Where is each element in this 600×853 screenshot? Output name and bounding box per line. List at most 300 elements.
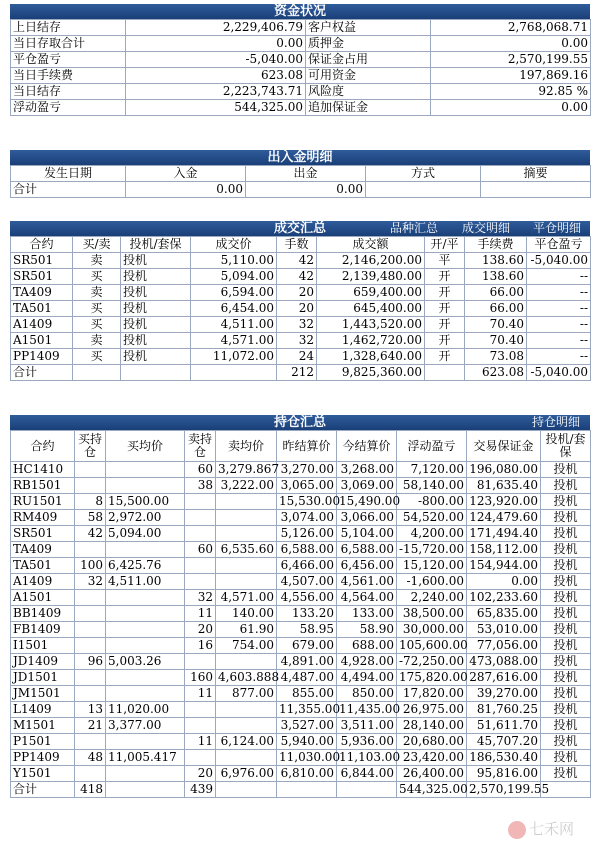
table-cell: 4,511.00: [191, 317, 277, 333]
table-cell: 投机: [541, 654, 591, 670]
table-row: [11, 317, 591, 333]
table-cell: 开: [425, 317, 465, 333]
table-cell: 合计: [11, 782, 75, 798]
table-row: [11, 606, 591, 622]
table-cell: [75, 766, 106, 782]
table-row: [11, 734, 591, 750]
table-cell: 3,511.00: [337, 718, 397, 734]
table-cell: 6,594.00: [191, 285, 277, 301]
column-header: 卖均价: [216, 431, 277, 462]
table-cell: 73.08: [465, 349, 527, 365]
table-cell: 1,443,520.00: [317, 317, 425, 333]
table-cell: 659,400.00: [317, 285, 425, 301]
fund-label: 当日手续费: [11, 68, 126, 84]
table-cell: 13: [75, 702, 106, 718]
table-row: [11, 253, 591, 269]
table-cell: 2,972.00: [106, 510, 185, 526]
table-cell: [106, 782, 185, 798]
table-cell: 5,094.00: [106, 526, 185, 542]
table-cell: 卖: [73, 253, 121, 269]
column-header: 浮动盈亏: [397, 431, 467, 462]
table-cell: [75, 606, 106, 622]
link-close-detail[interactable]: 平仓明细: [533, 221, 582, 235]
table-cell: 4,571.00: [191, 333, 277, 349]
table-row: [11, 702, 591, 718]
table-cell: 100: [75, 558, 106, 574]
table-cell: PP1409: [11, 750, 75, 766]
table-cell: [216, 718, 277, 734]
table-cell: 42: [277, 253, 317, 269]
fund-label: 当日存取合计: [11, 36, 126, 52]
table-cell: 7,120.00: [397, 462, 467, 478]
table-cell: 171,494.40: [467, 526, 541, 542]
table-row: [11, 574, 591, 590]
cashflow-table: [10, 165, 591, 198]
table-cell: [106, 542, 185, 558]
table-cell: 679.00: [277, 638, 337, 654]
table-cell: 186,530.40: [467, 750, 541, 766]
table-row: [11, 638, 591, 654]
table-cell: RU1501: [11, 494, 75, 510]
column-header: 买/卖: [73, 237, 121, 253]
column-header: 今结算价: [337, 431, 397, 462]
table-cell: 11: [185, 606, 216, 622]
table-cell: 645,400.00: [317, 301, 425, 317]
column-header: 入金: [126, 166, 246, 182]
table-cell: 开: [425, 333, 465, 349]
table-cell: 3,069.00: [337, 478, 397, 494]
table-cell: 平: [425, 253, 465, 269]
table-cell: 开: [425, 349, 465, 365]
table-cell: 投机: [541, 462, 591, 478]
table-cell: 11,020.00: [106, 702, 185, 718]
table-cell: 投机: [541, 766, 591, 782]
table-cell: [185, 526, 216, 542]
table-cell: 合计: [11, 365, 73, 381]
column-header: 昨结算价: [277, 431, 337, 462]
cashflow-section: [10, 150, 590, 198]
table-cell: 买: [73, 269, 121, 285]
table-cell: [75, 478, 106, 494]
fund-value: 0.00: [431, 36, 591, 52]
table-cell: -72,250.00: [397, 654, 467, 670]
table-cell: [185, 702, 216, 718]
table-row: [11, 766, 591, 782]
table-cell: 投机: [121, 269, 191, 285]
table-row: [11, 510, 591, 526]
trades-table: [10, 236, 591, 381]
table-cell: 154,944.00: [467, 558, 541, 574]
table-cell: --: [527, 301, 591, 317]
table-cell: 11,030.00: [277, 750, 337, 766]
fund-title: 资金状况: [10, 4, 590, 19]
table-cell: 53,010.00: [467, 622, 541, 638]
table-cell: 196,080.00: [467, 462, 541, 478]
table-cell: 77,056.00: [467, 638, 541, 654]
table-cell: 105,600.00: [397, 638, 467, 654]
table-cell: PP1409: [11, 349, 73, 365]
table-cell: 1,462,720.00: [317, 333, 425, 349]
table-cell: [185, 494, 216, 510]
total-cell: 0.00: [126, 182, 246, 198]
table-cell: 23,420.00: [397, 750, 467, 766]
table-cell: [75, 734, 106, 750]
fund-row: [11, 100, 591, 116]
table-cell: 11,355.00: [277, 702, 337, 718]
table-cell: [216, 494, 277, 510]
watermark-text: 七禾网: [528, 820, 574, 838]
fund-row: [11, 36, 591, 52]
fund-value: -5,040.00: [126, 52, 306, 68]
fund-value: 2,570,199.55: [431, 52, 591, 68]
table-cell: [106, 734, 185, 750]
positions-title: [10, 415, 590, 430]
fund-row: [11, 20, 591, 36]
table-cell: [185, 558, 216, 574]
table-cell: 133.00: [337, 606, 397, 622]
positions-section: [10, 415, 590, 798]
table-cell: 投机: [541, 606, 591, 622]
table-cell: 54,520.00: [397, 510, 467, 526]
table-cell: M1501: [11, 718, 75, 734]
table-cell: 439: [185, 782, 216, 798]
table-cell: 32: [277, 333, 317, 349]
table-cell: [75, 686, 106, 702]
table-cell: 6,454.00: [191, 301, 277, 317]
table-row: [11, 558, 591, 574]
table-cell: 123,920.00: [467, 494, 541, 510]
column-header: 手数: [277, 237, 317, 253]
table-cell: 58.95: [277, 622, 337, 638]
fund-label: 客户权益: [306, 20, 431, 36]
table-cell: 0.00: [467, 574, 541, 590]
table-cell: A1409: [11, 574, 75, 590]
table-cell: 175,820.00: [397, 670, 467, 686]
table-cell: 投机: [541, 510, 591, 526]
fund-label: 风险度: [306, 84, 431, 100]
column-header: 手续费: [465, 237, 527, 253]
table-cell: [75, 542, 106, 558]
table-cell: 5,936.00: [337, 734, 397, 750]
table-cell: 60: [185, 542, 216, 558]
table-cell: --: [527, 317, 591, 333]
table-cell: -5,040.00: [527, 365, 591, 381]
table-cell: 投机: [541, 734, 591, 750]
table-cell: 6,425.76: [106, 558, 185, 574]
fund-value: 0.00: [431, 100, 591, 116]
table-cell: 20: [277, 285, 317, 301]
fund-label: 上日结存: [11, 20, 126, 36]
table-cell: 投机: [121, 333, 191, 349]
table-cell: -15,720.00: [397, 542, 467, 558]
table-cell: -1,600.00: [397, 574, 467, 590]
table-cell: 877.00: [216, 686, 277, 702]
column-header: 卖持仓: [185, 431, 216, 462]
table-cell: 11,072.00: [191, 349, 277, 365]
table-cell: 投机: [541, 558, 591, 574]
table-cell: 26,400.00: [397, 766, 467, 782]
table-cell: [106, 622, 185, 638]
table-cell: 开: [425, 301, 465, 317]
table-cell: 28,140.00: [397, 718, 467, 734]
column-header: 合约: [11, 237, 73, 253]
column-header: 投机/套保: [541, 431, 591, 462]
table-cell: 买: [73, 317, 121, 333]
table-cell: 48: [75, 750, 106, 766]
table-cell: 投机: [541, 494, 591, 510]
table-cell: [106, 766, 185, 782]
table-cell: 投机: [541, 526, 591, 542]
table-cell: 42: [277, 269, 317, 285]
table-cell: 26,975.00: [397, 702, 467, 718]
table-row: [11, 622, 591, 638]
table-cell: 6,466.00: [277, 558, 337, 574]
table-cell: 4,564.00: [337, 590, 397, 606]
table-row: [11, 654, 591, 670]
table-cell: 6,844.00: [337, 766, 397, 782]
table-cell: [216, 654, 277, 670]
table-cell: 投机: [121, 285, 191, 301]
table-cell: [75, 670, 106, 686]
table-cell: [277, 782, 337, 798]
fund-label: 追加保证金: [306, 100, 431, 116]
column-header: 买均价: [106, 431, 185, 462]
column-header: 成交额: [317, 237, 425, 253]
table-cell: 21: [75, 718, 106, 734]
table-cell: -800.00: [397, 494, 467, 510]
fund-label: 质押金: [306, 36, 431, 52]
table-cell: 5,110.00: [191, 253, 277, 269]
table-cell: 140.00: [216, 606, 277, 622]
table-cell: [106, 462, 185, 478]
table-cell: Y1501: [11, 766, 75, 782]
table-row: [11, 462, 591, 478]
table-cell: 4,494.00: [337, 670, 397, 686]
table-cell: 212: [277, 365, 317, 381]
link-position-detail[interactable]: 持仓明细: [532, 415, 581, 429]
table-cell: 418: [75, 782, 106, 798]
fund-value: 92.85 %: [431, 84, 591, 100]
table-cell: 95,816.00: [467, 766, 541, 782]
table-cell: 30,000.00: [397, 622, 467, 638]
trades-header-row: [11, 237, 591, 253]
fund-row: [11, 52, 591, 68]
fund-label: 浮动盈亏: [11, 100, 126, 116]
table-cell: 138.60: [465, 253, 527, 269]
table-cell: 开: [425, 285, 465, 301]
table-cell: 15,490.00: [337, 494, 397, 510]
table-cell: 买: [73, 349, 121, 365]
table-cell: [216, 782, 277, 798]
column-header: 交易保证金: [467, 431, 541, 462]
table-cell: [106, 606, 185, 622]
table-cell: 6,456.00: [337, 558, 397, 574]
table-cell: 4,487.00: [277, 670, 337, 686]
table-cell: [216, 526, 277, 542]
table-cell: 1,328,640.00: [317, 349, 425, 365]
table-cell: --: [527, 269, 591, 285]
table-cell: 11,103.00: [337, 750, 397, 766]
table-cell: 4,561.00: [337, 574, 397, 590]
table-cell: 473,088.00: [467, 654, 541, 670]
table-cell: 65,835.00: [467, 606, 541, 622]
table-cell: 66.00: [465, 301, 527, 317]
table-cell: 投机: [541, 478, 591, 494]
table-cell: 20: [277, 301, 317, 317]
table-cell: JM1501: [11, 686, 75, 702]
table-cell: [191, 365, 277, 381]
table-cell: 投机: [541, 702, 591, 718]
table-cell: [106, 478, 185, 494]
link-trade-detail[interactable]: 成交明细: [462, 221, 511, 235]
table-cell: 投机: [541, 590, 591, 606]
table-cell: 20: [185, 622, 216, 638]
table-cell: 15,500.00: [106, 494, 185, 510]
table-cell: TA409: [11, 285, 73, 301]
table-cell: 38: [185, 478, 216, 494]
table-cell: 688.00: [337, 638, 397, 654]
cashflow-header-row: [11, 166, 591, 182]
table-cell: TA501: [11, 558, 75, 574]
total-cell: 合计: [11, 182, 126, 198]
table-cell: 287,616.00: [467, 670, 541, 686]
table-cell: 5,003.26: [106, 654, 185, 670]
table-cell: 158,112.00: [467, 542, 541, 558]
table-cell: 4,928.00: [337, 654, 397, 670]
table-cell: 61.90: [216, 622, 277, 638]
table-cell: [106, 590, 185, 606]
table-cell: 45,707.20: [467, 734, 541, 750]
table-cell: 3,279.867: [216, 462, 277, 478]
table-cell: 投机: [121, 301, 191, 317]
table-cell: 39,270.00: [467, 686, 541, 702]
trades-total-row: [11, 365, 591, 381]
table-cell: 6,588.00: [337, 542, 397, 558]
table-cell: [75, 590, 106, 606]
table-cell: L1409: [11, 702, 75, 718]
table-cell: 60: [185, 462, 216, 478]
table-cell: A1501: [11, 590, 75, 606]
table-cell: JD1409: [11, 654, 75, 670]
table-cell: --: [527, 333, 591, 349]
fund-value: 2,768,068.71: [431, 20, 591, 36]
table-cell: 11: [185, 734, 216, 750]
table-cell: [73, 365, 121, 381]
table-cell: [75, 462, 106, 478]
table-cell: 11,435.00: [337, 702, 397, 718]
table-row: [11, 750, 591, 766]
column-header: 买持仓: [75, 431, 106, 462]
table-cell: 38,500.00: [397, 606, 467, 622]
table-cell: 投机: [541, 574, 591, 590]
fund-label: 平仓盈亏: [11, 52, 126, 68]
table-cell: 6,588.00: [277, 542, 337, 558]
table-cell: 96: [75, 654, 106, 670]
table-cell: 3,074.00: [277, 510, 337, 526]
table-cell: [106, 638, 185, 654]
table-cell: 4,511.00: [106, 574, 185, 590]
fund-value: 623.08: [126, 68, 306, 84]
table-cell: 3,065.00: [277, 478, 337, 494]
positions-total-row: [11, 782, 591, 798]
table-cell: HC1410: [11, 462, 75, 478]
table-cell: 4,571.00: [216, 590, 277, 606]
table-cell: [75, 622, 106, 638]
link-by-product[interactable]: 品种汇总: [390, 221, 439, 235]
table-cell: --: [527, 349, 591, 365]
positions-header-row: [11, 431, 591, 462]
table-cell: TA409: [11, 542, 75, 558]
table-cell: 3,377.00: [106, 718, 185, 734]
table-row: [11, 718, 591, 734]
table-cell: SR501: [11, 269, 73, 285]
table-cell: A1501: [11, 333, 73, 349]
trades-title-text: 成交汇总: [273, 221, 326, 236]
table-cell: TA501: [11, 301, 73, 317]
fund-value: 2,223,743.71: [126, 84, 306, 100]
table-cell: 70.40: [465, 317, 527, 333]
table-row: [11, 590, 591, 606]
table-cell: SR501: [11, 253, 73, 269]
table-cell: RM409: [11, 510, 75, 526]
table-cell: 20: [185, 766, 216, 782]
table-cell: 2,570,199.55: [467, 782, 541, 798]
table-cell: 4,891.00: [277, 654, 337, 670]
table-cell: 4,200.00: [397, 526, 467, 542]
watermark-logo: [508, 818, 574, 839]
table-cell: 81,760.25: [467, 702, 541, 718]
column-header: 出金: [246, 166, 366, 182]
positions-table: [10, 430, 591, 798]
column-header: 合约: [11, 431, 75, 462]
fund-value: 544,325.00: [126, 100, 306, 116]
table-row: [11, 542, 591, 558]
table-cell: 623.08: [465, 365, 527, 381]
table-cell: [185, 750, 216, 766]
table-cell: [216, 510, 277, 526]
table-cell: FB1409: [11, 622, 75, 638]
table-cell: [185, 574, 216, 590]
table-cell: 32: [277, 317, 317, 333]
table-cell: 15,530.00: [277, 494, 337, 510]
table-cell: 2,139,480.00: [317, 269, 425, 285]
table-cell: 58,140.00: [397, 478, 467, 494]
table-cell: 15,120.00: [397, 558, 467, 574]
table-cell: 32: [75, 574, 106, 590]
table-cell: [425, 365, 465, 381]
table-row: [11, 686, 591, 702]
table-cell: 9,825,360.00: [317, 365, 425, 381]
table-cell: [216, 702, 277, 718]
table-cell: 124,479.60: [467, 510, 541, 526]
column-header: 平仓盈亏: [527, 237, 591, 253]
table-cell: [75, 638, 106, 654]
total-cell: [366, 182, 481, 198]
table-cell: 3,222.00: [216, 478, 277, 494]
table-cell: [106, 686, 185, 702]
table-cell: 6,810.00: [277, 766, 337, 782]
table-cell: 卖: [73, 333, 121, 349]
table-cell: 3,527.00: [277, 718, 337, 734]
table-cell: 开: [425, 269, 465, 285]
table-cell: [185, 654, 216, 670]
table-row: [11, 333, 591, 349]
table-cell: 544,325.00: [397, 782, 467, 798]
table-cell: 6,976.00: [216, 766, 277, 782]
table-cell: 投机: [541, 622, 591, 638]
table-cell: 133.20: [277, 606, 337, 622]
table-row: [11, 349, 591, 365]
